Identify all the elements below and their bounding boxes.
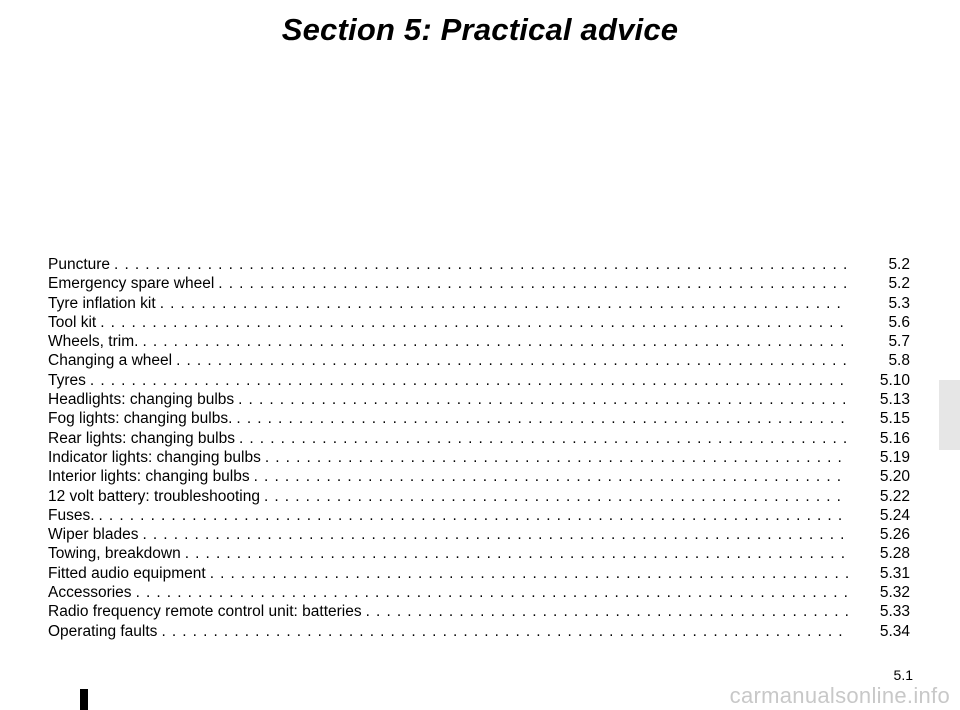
dot-leader [160, 294, 848, 313]
toc-entry-page: 5.32 [879, 584, 910, 602]
toc-entry-page: 5.20 [879, 468, 910, 486]
section-thumb-tab [939, 380, 960, 450]
toc-entry-label: Radio frequency remote control unit: batteries [48, 603, 362, 621]
toc-entry-label: Headlights: changing bulbs [48, 391, 235, 409]
toc-entry[interactable] [48, 313, 910, 332]
toc-entry-label: 12 volt battery: troubleshooting [48, 487, 260, 505]
toc-entry-label: Tool kit [48, 313, 97, 331]
toc-entry-page: 5.10 [879, 371, 910, 389]
toc-entry-label: Changing a wheel [48, 352, 173, 370]
toc-entry[interactable] [48, 371, 910, 390]
toc-entry[interactable] [48, 487, 910, 506]
dot-leader [366, 602, 848, 621]
toc-entry-label: Rear lights: changing bulbs [48, 429, 235, 447]
toc-entry-page: 5.8 [888, 352, 910, 370]
toc-entry-label: Fuses. [48, 506, 95, 524]
toc-entry-page: 5.7 [888, 333, 910, 351]
toc-entry[interactable] [48, 255, 910, 274]
toc-entry[interactable] [48, 602, 910, 621]
toc-entry-label: Indicator lights: changing bulbs [48, 448, 261, 466]
toc-entry-label: Wiper blades [48, 526, 139, 544]
toc-entry-label: Fitted audio equipment [48, 564, 206, 582]
dot-leader [238, 390, 848, 409]
toc-entry[interactable] [48, 274, 910, 293]
toc-entry[interactable] [48, 332, 910, 351]
toc-entry[interactable] [48, 390, 910, 409]
toc-entry-page: 5.6 [888, 313, 910, 331]
toc-entry-label: Emergency spare wheel [48, 275, 215, 293]
toc-entry-page: 5.34 [879, 622, 910, 640]
toc-entry[interactable] [48, 525, 910, 544]
toc-entry[interactable] [48, 622, 910, 641]
toc-entry-page: 5.16 [879, 429, 910, 447]
dot-leader [114, 255, 848, 274]
dot-leader [90, 371, 848, 390]
toc-entry-label: Tyre inflation kit [48, 294, 156, 312]
dot-leader [264, 487, 848, 506]
watermark: carmanualsonline.info [729, 683, 950, 708]
toc-entry[interactable] [48, 351, 910, 370]
table-of-contents [48, 255, 910, 641]
toc-entry-label: Wheels, trim. [48, 333, 139, 351]
dot-leader [236, 409, 848, 428]
dot-leader [176, 351, 848, 370]
dot-leader [185, 544, 848, 563]
toc-entry-label: Towing, breakdown [48, 545, 181, 563]
dot-leader [99, 506, 848, 525]
dot-leader [142, 525, 848, 544]
toc-entry-label: Operating faults [48, 622, 158, 640]
toc-entry-page: 5.31 [879, 564, 910, 582]
toc-entry[interactable] [48, 583, 910, 602]
toc-entry-label: Tyres [48, 371, 86, 389]
dot-leader [142, 332, 848, 351]
toc-entry-page: 5.15 [879, 410, 910, 428]
dot-leader [265, 448, 848, 467]
toc-entry-label: Fog lights: changing bulbs. [48, 410, 233, 428]
dot-leader [161, 622, 848, 641]
toc-entry-label: Interior lights: changing bulbs [48, 468, 250, 486]
toc-entry-label: Puncture [48, 256, 111, 273]
toc-entry-page: 5.22 [879, 487, 910, 505]
dot-leader [254, 467, 848, 486]
dot-leader [218, 274, 848, 293]
dot-leader [210, 564, 848, 583]
toc-entry[interactable] [48, 409, 910, 428]
corner-crop-mark [80, 689, 88, 710]
toc-entry-page: 5.26 [879, 526, 910, 544]
page-number: 5.1 [893, 667, 913, 683]
toc-entry[interactable] [48, 544, 910, 563]
toc-entry-page: 5.2 [888, 256, 910, 273]
toc-entry-page: 5.28 [879, 545, 910, 563]
dot-leader [136, 583, 848, 602]
toc-entry-label: Accessories [48, 584, 132, 602]
dot-leader [100, 313, 848, 332]
toc-entry[interactable] [48, 467, 910, 486]
toc-entry-page: 5.3 [888, 294, 910, 312]
toc-entry-page: 5.13 [879, 391, 910, 409]
toc-entry-page: 5.33 [879, 603, 910, 621]
toc-entry-page: 5.2 [888, 275, 910, 293]
page-title: Section 5: Practical advice [281, 12, 679, 47]
dot-leader [239, 429, 848, 448]
toc-entry[interactable] [48, 429, 910, 448]
toc-entry[interactable] [48, 564, 910, 583]
toc-entry-page: 5.24 [879, 506, 910, 524]
toc-entry[interactable] [48, 294, 910, 313]
toc-entry-page: 5.19 [879, 448, 910, 466]
toc-entry[interactable] [48, 448, 910, 467]
toc-entry[interactable] [48, 506, 910, 525]
